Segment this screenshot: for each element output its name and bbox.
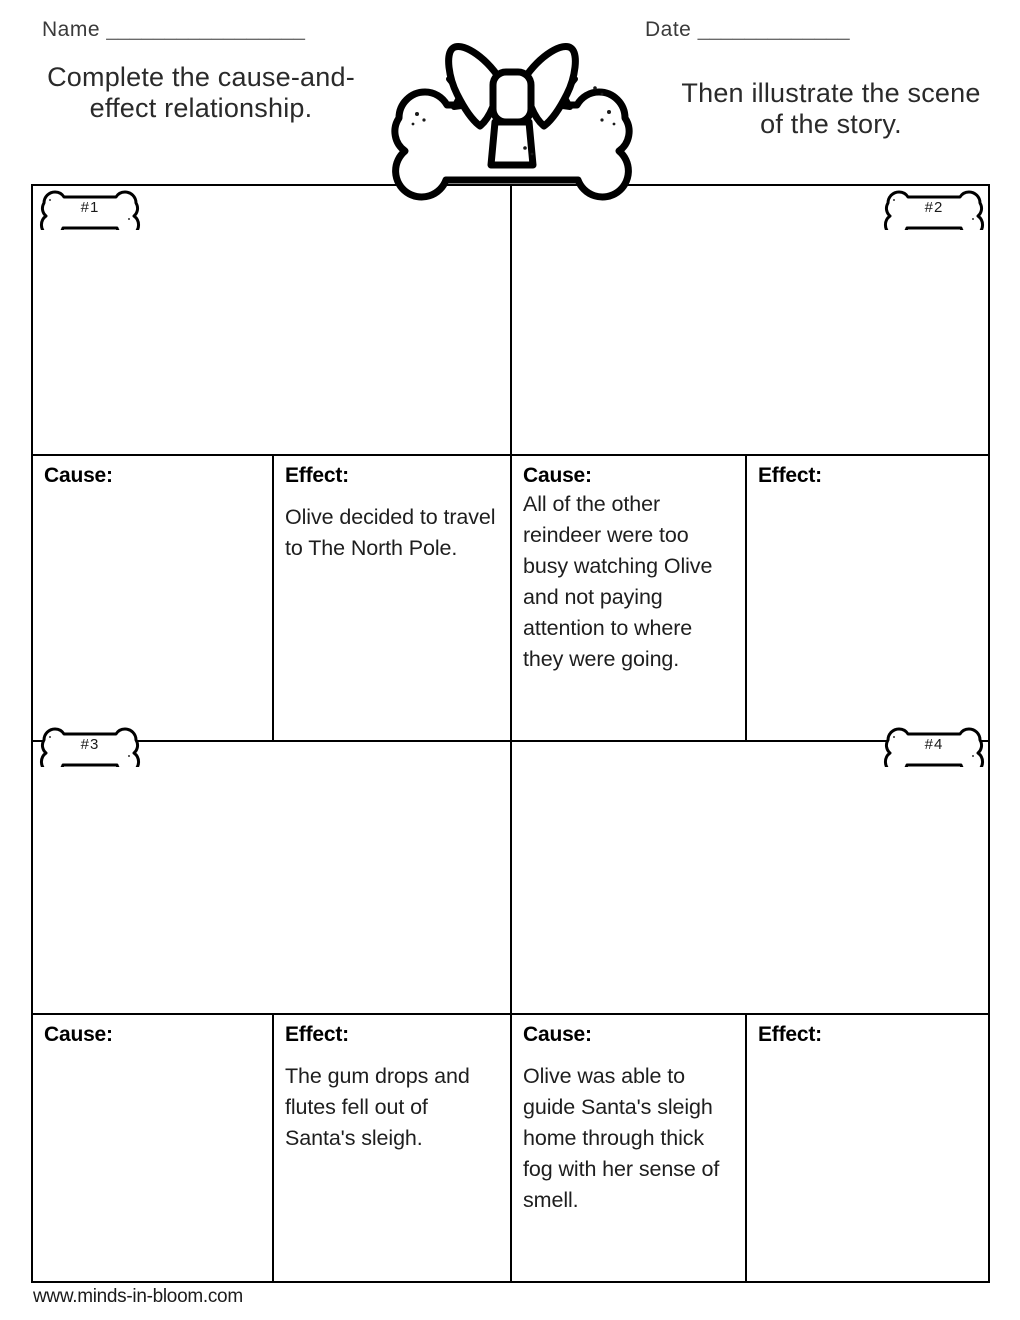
- cause-effect-cell-4[interactable]: [747, 456, 988, 740]
- box-marker-label: #4: [924, 736, 944, 753]
- instruction-left: Complete the cause-and-effect relationship.: [47, 62, 355, 124]
- box-marker-bone-3: [33, 723, 147, 767]
- cause-effect-cell-1[interactable]: [33, 456, 272, 740]
- cause-effect-cell-3[interactable]: [512, 456, 745, 740]
- name-write-line[interactable]: _________________: [106, 18, 305, 41]
- illustration-box-4[interactable]: [512, 742, 988, 1013]
- name-label: Name: [42, 18, 101, 41]
- cell-heading: Effect:: [285, 1023, 349, 1046]
- cause-effect-cell-6[interactable]: [274, 1015, 510, 1281]
- cell-heading: Cause:: [523, 1023, 592, 1046]
- cell-text[interactable]: The gum drops and flutes fell out of Santa's sleigh.: [285, 1064, 470, 1150]
- date-write-line[interactable]: _____________: [697, 18, 850, 41]
- cell-heading: Cause:: [44, 1023, 113, 1046]
- cell-heading: Effect:: [285, 464, 349, 487]
- cell-heading: Cause:: [44, 464, 113, 487]
- cell-heading: Effect:: [758, 464, 822, 487]
- name-field[interactable]: [42, 18, 305, 42]
- cell-text[interactable]: All of the other reindeer were too busy watching Olive and not paying attention to where they were going.: [523, 492, 713, 671]
- cause-effect-cell-8[interactable]: [747, 1015, 988, 1281]
- worksheet-grid: [31, 184, 990, 1283]
- cell-text[interactable]: Olive decided to travel to The North Pole.: [285, 505, 496, 561]
- box-marker-bone-2: [877, 186, 991, 230]
- box-marker-label: #1: [80, 199, 100, 216]
- box-marker-bone-4: [877, 723, 991, 767]
- footer-website-url: www.minds-in-bloom.com: [33, 1286, 243, 1307]
- cause-effect-cell-7[interactable]: [512, 1015, 745, 1281]
- date-label: Date: [645, 18, 692, 41]
- cell-heading: Cause:: [523, 464, 592, 487]
- cell-text[interactable]: Olive was able to guide Santa's sleigh home through thick fog with her sense of smell.: [523, 1064, 720, 1212]
- illustration-box-3[interactable]: [33, 742, 510, 1013]
- cause-effect-cell-5[interactable]: [33, 1015, 272, 1281]
- instruction-right: Then illustrate the scene of the story.: [681, 78, 981, 140]
- box-marker-bone-1: [33, 186, 147, 230]
- cause-effect-cell-2[interactable]: [274, 456, 510, 740]
- date-field[interactable]: [645, 18, 850, 42]
- bone-with-bow-icon: [357, 32, 667, 212]
- box-marker-label: #2: [924, 199, 944, 216]
- cell-heading: Effect:: [758, 1023, 822, 1046]
- box-marker-label: #3: [80, 736, 100, 753]
